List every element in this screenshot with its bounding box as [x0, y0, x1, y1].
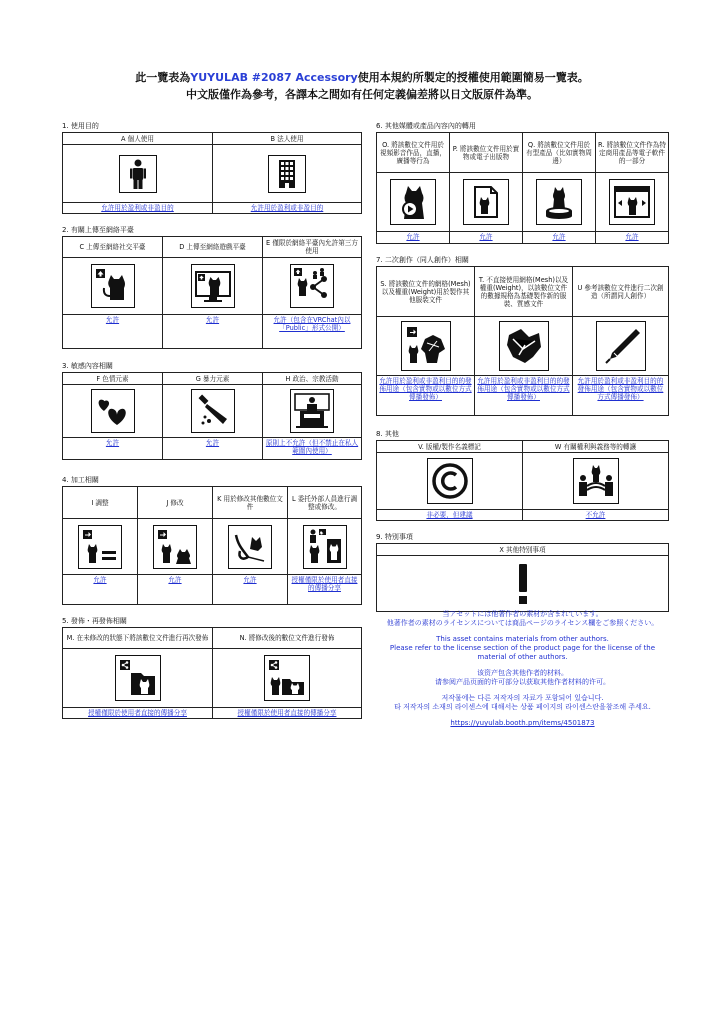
col-head: R. 將該數位文件作為特定商用產品等電子軟件的一部分 — [596, 133, 668, 173]
section-distribution — [62, 616, 362, 719]
section-title: 8. 其他 — [376, 430, 399, 438]
share-third-party-icon — [290, 264, 334, 308]
col-head: N. 將修改後的數位文件進行發佈 — [213, 628, 361, 649]
permission-label: 允許用於盈利或非盈利目的的發佈用途（包含實物或以數位方式傳播發佈） — [573, 375, 668, 415]
col-head: E 僅限於網絡平臺內允許第三方使用 — [263, 237, 361, 258]
permission-label: 允許 — [450, 231, 523, 243]
section-other — [376, 429, 669, 521]
product-name: YUYULAB #2087 Accessory — [190, 71, 358, 84]
permission-label: 允許 — [63, 437, 163, 459]
header-suffix: 使用本規約所製定的授權使用範圍簡易一覽表。 — [357, 71, 589, 84]
pen-icon — [596, 321, 646, 371]
software-icon — [609, 179, 655, 225]
figure-icon — [536, 179, 582, 225]
section-sensitive-content — [62, 361, 362, 460]
permission-label: 允許用於盈利或非盈目的 — [213, 202, 361, 213]
header-line-1 — [0, 69, 724, 85]
col-head: W 有關權利與義務等的轉讓 — [523, 441, 668, 453]
section-special-notes — [376, 532, 669, 612]
permission-label: 允許用於盈利或非盈利目的的發佈用途（包含實物或以數位方式傳播發佈） — [377, 375, 475, 415]
col-head: I 調整 — [63, 487, 138, 519]
upload-cat-icon — [91, 264, 135, 308]
note-korean: 저작물에는 다른 저작자의 자료가 포함되어 있습니다. 타 저작자의 소재의 라이센스에 대해서는 상품 페이지의 라이센스란을참조해 주세요. — [394, 694, 651, 711]
col-head: M. 在未修改的狀態下將該數位文件進行再次發佈 — [63, 628, 213, 649]
col-head: L 委托外部人員進行調整或修改。 — [288, 487, 361, 519]
publication-icon — [463, 179, 509, 225]
col-head: J 修改 — [138, 487, 213, 519]
section-title: 3. 敏感內容相關 — [62, 362, 113, 370]
section-title: 9. 特別事項 — [376, 533, 413, 541]
transfer-icon — [573, 458, 619, 504]
modify-icon — [153, 525, 197, 569]
col-head: A 個人使用 — [63, 133, 213, 145]
col-head: H 政治、宗教活動 — [263, 373, 361, 385]
col-head: P. 將該數位文件用於實物或電子出版物 — [450, 133, 523, 173]
mesh-clothing-icon — [401, 321, 451, 371]
section-title: 4. 加工相關 — [62, 476, 99, 484]
texture-icon — [499, 321, 549, 371]
exclamation-icon — [500, 561, 546, 607]
building-icon — [268, 155, 306, 193]
col-head: C 上傳至網絡社交平臺 — [63, 237, 163, 258]
col-head: B 法人使用 — [213, 133, 361, 145]
permission-label: 允許用於盈利或非盈目的 — [63, 202, 213, 213]
col-head: G 暴力元素 — [163, 373, 263, 385]
redistribute-icon — [115, 655, 161, 701]
section-title: 5. 發佈・再發佈相關 — [62, 617, 127, 625]
permission-label: 允許 — [63, 314, 163, 348]
col-head: U 參考該數位文件進行二次創造（所謂同人創作） — [573, 267, 668, 317]
outsource-icon — [303, 525, 347, 569]
permission-label: 允許 — [377, 231, 450, 243]
permission-label: 不允許 — [523, 509, 668, 520]
adjust-icon — [78, 525, 122, 569]
video-icon — [390, 179, 436, 225]
permission-label: 允許 — [163, 437, 263, 459]
product-page-link[interactable]: https://yuyulab.booth.pm/items/4501873 — [450, 719, 595, 727]
permission-label: 允許 — [163, 314, 263, 348]
permission-label: 允許用於盈利或非盈利目的的發佈用途（包含實物或以數位方式傳播發佈） — [475, 375, 573, 415]
col-head: O. 將該數位文件用於視頻影音作品，直播，廣播等行為 — [377, 133, 450, 173]
other-file-icon — [228, 525, 272, 569]
permission-label: 允許 — [138, 574, 213, 604]
header-prefix: 此一覽表為 — [135, 71, 191, 84]
special-notes-text — [376, 610, 669, 735]
permission-label: 授權僅限於使用者直接的傳播分享 — [288, 574, 361, 604]
col-head: T. 不直接使用網格(Mesh)以及權重(Weight)，以該數位文件的數據規格為基礎製作新的服裝、質感文件 — [475, 267, 573, 317]
permission-label: 授權僅限於使用者直接的傳播分享 — [63, 707, 213, 718]
podium-icon — [290, 389, 334, 433]
section-title: 2. 有關上傳至網絡平臺 — [62, 226, 134, 234]
col-head: F 色情元素 — [63, 373, 163, 385]
person-icon — [119, 155, 157, 193]
permission-label: 允許 — [63, 574, 138, 604]
col-head: S. 將該數位文件的網格(Mesh)以及權重(Weight)用於製作其他服裝文件 — [377, 267, 475, 317]
section-derivative-works — [376, 255, 669, 416]
section-other-media — [376, 121, 669, 244]
section-processing — [62, 475, 362, 605]
permission-label: 非必要，但建議 — [377, 509, 523, 520]
permission-label: 原則上不允許（但不禁止在私人範圍內使用） — [263, 437, 361, 459]
knife-icon — [191, 389, 235, 433]
col-head: V. 版權/製作名義標記 — [377, 441, 523, 453]
note-english: This asset contains materials from other authors. Please refer to the license section of the product page for the license of the material of other authors. — [389, 635, 656, 661]
copyright-icon — [427, 458, 473, 504]
hearts-icon — [91, 389, 135, 433]
section-title: 1. 使用目的 — [62, 122, 99, 130]
permission-label: 允許（包含在VRChat內以「Public」形式公開） — [263, 314, 361, 348]
permission-label: 允許 — [596, 231, 668, 243]
section-online-platform — [62, 225, 362, 349]
col-head: X 其他特別事項 — [377, 544, 668, 556]
col-head: K 用於修改其他數位文件 — [213, 487, 288, 519]
section-usage-purpose — [62, 121, 362, 214]
permission-label: 允許 — [213, 574, 288, 604]
permission-label: 允許 — [523, 231, 596, 243]
col-head: Q. 將該數位文件用於有型產品（比如實物周邊） — [523, 133, 596, 173]
header-line-2: 中文版僅作為參考，各譯本之間如有任何定義偏差將以日文版原件為準。 — [186, 88, 538, 101]
section-title: 7. 二次創作（同人創作）相關 — [376, 256, 469, 264]
section-title: 6. 其他媒體或產品內容內的轉用 — [376, 122, 476, 130]
distribute-modified-icon — [264, 655, 310, 701]
col-head: D 上傳至網絡遊戲平臺 — [163, 237, 263, 258]
permission-label: 授權僅限於使用者直接的傳播分享 — [213, 707, 361, 718]
note-japanese: 当アセットには他著作者の素材が含まれています。 他著作者の素材のライセンスについては商品ページのライセンス欄をご参照ください。 — [386, 610, 659, 627]
note-chinese: 该资产包含其他作者的材料。 请参阅产品页面的许可部分以获取其他作者材料的许可。 — [435, 669, 610, 686]
game-upload-icon — [191, 264, 235, 308]
